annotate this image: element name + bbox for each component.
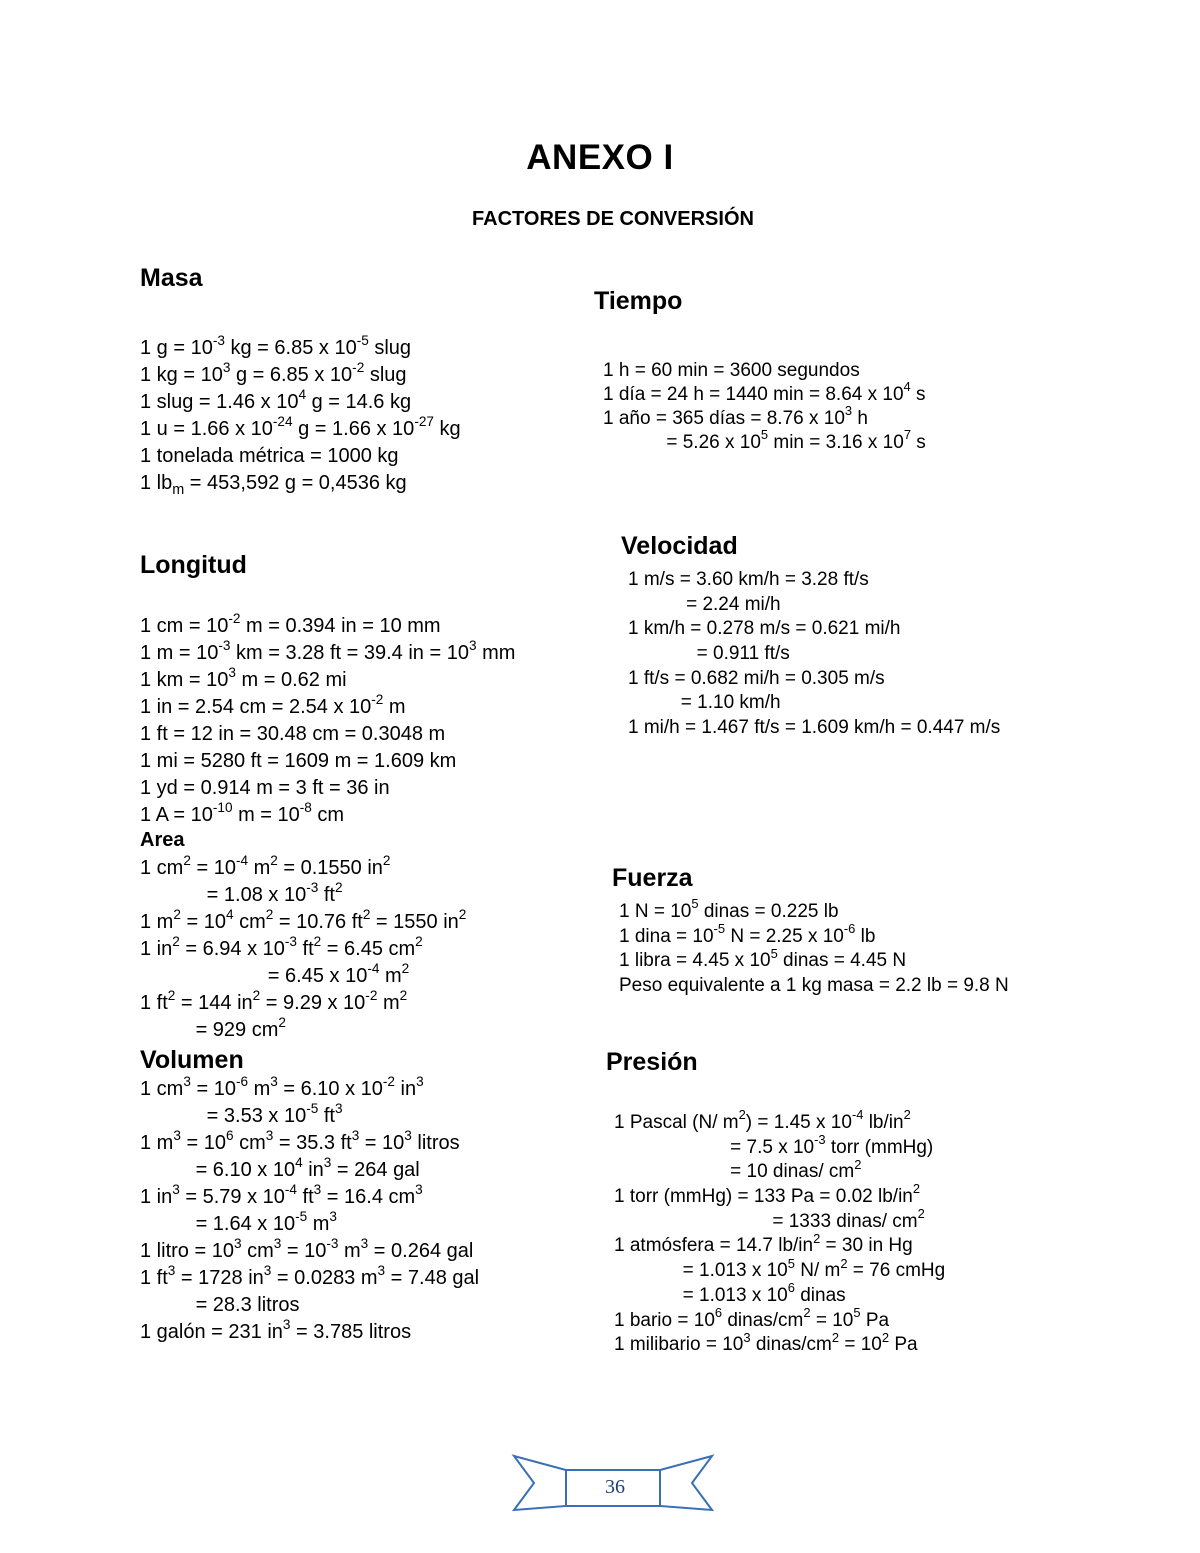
conversion-line: = 1.64 x $10^{-5}$ $m^3$ xyxy=(140,1208,337,1235)
conversion-line: 1 tonelada métrica = 1000 kg xyxy=(140,445,399,467)
conversion-line: 1 ft = 12 in = 30.48 cm = 0.3048 m xyxy=(140,723,446,745)
section-volumen-lines xyxy=(140,1073,480,1346)
conversion-line: 1 in = 2.54 cm = 2.54 x $10^{-2}$ m xyxy=(140,691,406,718)
conversion-line: = 929 $cm^2$ xyxy=(140,1014,286,1041)
section-area-lines xyxy=(140,852,467,1044)
conversion-line: 1 bario = $10^6$ dinas/$cm^2 = 10^5$ Pa xyxy=(614,1304,890,1331)
section-tiempo-lines xyxy=(603,359,926,455)
section-masa-lines xyxy=(140,332,461,498)
section-heading-area: Area xyxy=(140,829,185,851)
conversion-line: = 1.08 x $10^{-3}$ $ft^2$ xyxy=(140,879,343,906)
conversion-line: = 6.45 x $10^{-4}$ $m^2$ xyxy=(140,960,410,987)
conversion-line: 1 $in^3 = 5.79$ x $10^{-4}$ $ft^3 = 16.4$ $cm^3$ xyxy=(140,1181,423,1208)
conversion-line: 1 $ft^3 = 1728$ $in^3 = 0.0283$ $m^3 = 7.48$ gal xyxy=(140,1262,480,1289)
conversion-line: = 0.911 ft/s xyxy=(628,643,790,665)
conversion-line: = 28.3 litros xyxy=(140,1294,300,1316)
conversion-line: 1 ft/s = 0.682 mi/h = 0.305 m/s xyxy=(628,667,885,689)
conversion-line: 1 $ft^2 = 144$ $in^2 = 9.29$ x $10^{-2}$ $m^2$ xyxy=(140,987,408,1014)
section-heading-fuerza: Fuerza xyxy=(612,864,693,892)
conversion-line: 1 $N = 10^5$ dinas = 0.225 lb xyxy=(619,896,839,922)
conversion-line: 1 km/h = 0.278 m/s = 0.621 mi/h xyxy=(628,618,901,640)
conversion-line: 1 mi/h = 1.467 ft/s = 1.609 km/h = 0.447 m/s xyxy=(628,717,1001,739)
conversion-line: = 1333 dinas/ $cm^2$ xyxy=(614,1206,925,1232)
conversion-line: = 1.10 km/h xyxy=(628,692,781,714)
conversion-line: 1 torr (mmHg) = 133 Pa = 0.02 $lb/in^2$ xyxy=(614,1181,921,1208)
conversion-line: = 5.26 x $10^5$ min = 3.16 x $10^7$ s xyxy=(603,427,926,453)
conversion-line: 1 atmósfera = 14.7 $lb/in^2 = 30$ in Hg xyxy=(614,1230,913,1257)
conversion-line: 1 mi = 5280 ft = 1609 m = 1.609 km xyxy=(140,750,457,772)
conversion-line: 1 $lb_m = 453,592$ g = 0,4536 kg xyxy=(140,472,407,498)
conversion-line: 1 milibario = $10^3$ dinas/$cm^2 = 10^2$ Pa xyxy=(614,1329,918,1356)
section-presion-lines xyxy=(614,1107,946,1358)
conversion-line: 1 slug = 1.46 x $10^4$ g = 14.6 kg xyxy=(140,386,412,413)
conversion-line: 1 libra = 4.45 x $10^5$ dinas = 4.45 N xyxy=(619,945,907,972)
conversion-line: = 10 dinas/ $cm^2$ xyxy=(614,1156,862,1183)
section-heading-masa: Masa xyxy=(140,264,203,292)
conversion-line: = 6.10 x $10^4$ $in^3 = 264$ gal xyxy=(140,1154,420,1181)
conversion-line: 1 $m^3 = 10^6$ $cm^3 = 35.3$ $ft^3 = 10^3$ litros xyxy=(140,1127,460,1154)
section-longitud-lines xyxy=(140,610,516,829)
page-number: 36 xyxy=(605,1476,625,1498)
conversion-line: 1 $g = 10^{-3}$ kg = 6.85 x $10^{-5}$ slug xyxy=(140,332,412,359)
conversion-line: 1 $m = 10^{-3}$ km = 3.28 ft = 39.4 in = $10^3$ mm xyxy=(140,637,516,664)
conversion-line: 1 $m^2 = 10^4$ $cm^2 = 10.76$ $ft^2 = 1550$ $in^2$ xyxy=(140,906,467,933)
conversion-line: 1 Pascal (N/ $m^2) = 1.45$ x $10^{-4}$ $lb/in^2$ xyxy=(614,1107,911,1133)
section-heading-longitud: Longitud xyxy=(140,551,247,579)
conversion-line: 1 kg = $10^3$ g = 6.85 x $10^{-2}$ slug xyxy=(140,359,407,386)
section-heading-velocidad: Velocidad xyxy=(621,532,738,560)
section-fuerza-lines xyxy=(619,896,1009,999)
conversion-line: 1 dina = $10^{-5}$ N = 2.25 x $10^{-6}$ lb xyxy=(619,921,876,947)
conversion-line: 1 km = $10^3$ m = 0.62 mi xyxy=(140,664,347,691)
conversion-line: 1 $in^2 = 6.94$ x $10^{-3}$ $ft^2 = 6.45$ $cm^2$ xyxy=(140,933,423,960)
conversion-line: 1 año = 365 días = 8.76 x $10^3$ h xyxy=(603,403,868,429)
conversion-line: = 1.013 x $10^6$ dinas xyxy=(614,1280,846,1306)
conversion-line: = 1.013 x $10^5$ N/ $m^2 = 76$ cmHg xyxy=(614,1255,946,1282)
conversion-line: 1 u = 1.66 x $10^{-24}$ g = 1.66 x $10^{-27}$ kg xyxy=(140,413,461,440)
section-heading-tiempo: Tiempo xyxy=(594,287,683,315)
section-velocidad-lines xyxy=(628,568,1000,741)
conversion-line: Peso equivalente a 1 kg masa = 2.2 lb = 9.8 N xyxy=(619,975,1009,997)
conversion-line: 1 litro = $10^3$ $cm^3 = 10^{-3}$ $m^3 = 0.264$ gal xyxy=(140,1235,474,1262)
conversion-line: 1 yd = 0.914 m = 3 ft = 36 in xyxy=(140,777,390,799)
conversion-line: 1 $A = 10^{-10}$ $m = 10^{-8}$ cm xyxy=(140,799,345,826)
page-title: ANEXO I xyxy=(526,138,674,177)
conversion-line: 1 galón = 231 $in^3 = 3.785$ litros xyxy=(140,1316,412,1343)
conversion-line: 1 día = 24 h = 1440 min = 8.64 x $10^4$ s xyxy=(603,379,926,405)
page-number-banner xyxy=(510,1454,716,1514)
conversion-line: = 7.5 x $10^{-3}$ torr (mmHg) xyxy=(614,1132,934,1158)
conversion-line: 1 h = 60 min = 3600 segundos xyxy=(603,360,860,381)
conversion-line: 1 m/s = 3.60 km/h = 3.28 ft/s xyxy=(628,569,869,590)
section-heading-presion: Presión xyxy=(606,1048,698,1076)
section-heading-volumen: Volumen xyxy=(140,1046,244,1074)
conversion-line: 1 $cm^3 = 10^{-6}$ $m^3 = 6.10$ x $10^{-2}$ $in^3$ xyxy=(140,1073,424,1100)
conversion-line: 1 $cm^2 = 10^{-4}$ $m^2 = 0.1550$ $in^2$ xyxy=(140,852,391,879)
conversion-line: = 2.24 mi/h xyxy=(628,593,781,615)
conversion-line: 1 cm = $10^{-2}$ m = 0.394 in = 10 mm xyxy=(140,610,441,637)
conversion-line: = 3.53 x $10^{-5}$ $ft^3$ xyxy=(140,1100,343,1127)
page-subtitle: FACTORES DE CONVERSIÓN xyxy=(472,208,754,230)
